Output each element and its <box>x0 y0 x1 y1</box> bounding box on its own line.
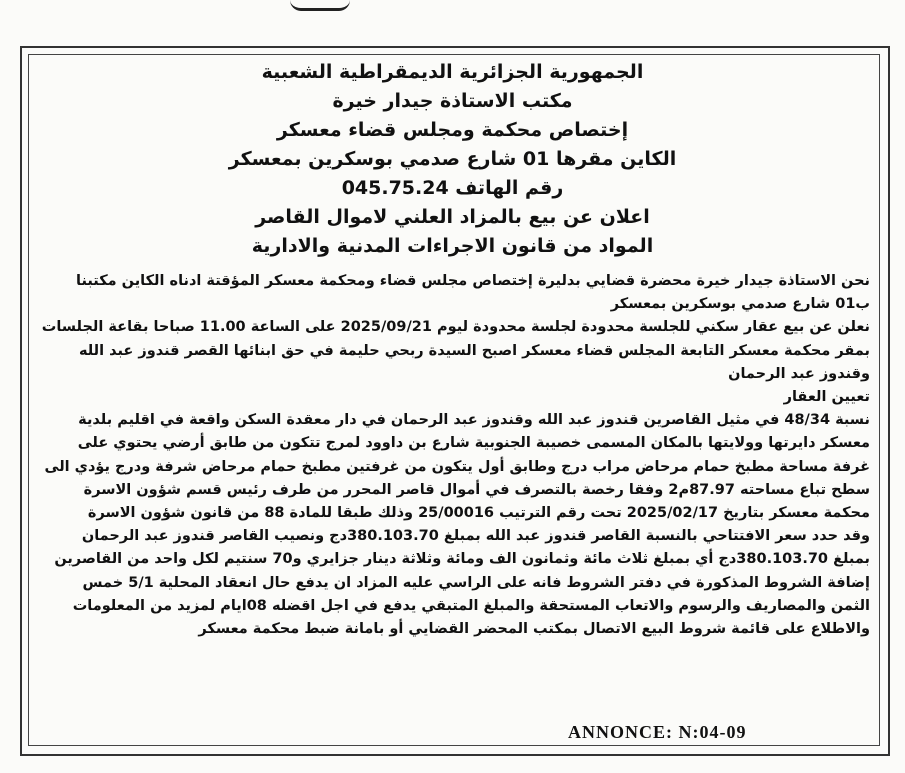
price-and-conditions: وقد حدد سعر الافتتاحي بالنسبة القاصر قندوز عبد الله بمبلغ 380.103.70دج ونصيب القاصر قندوز عبد الرحمان بمبلغ 380.103.70دج أي بمبلغ ثلاث مائة وثمانون الف ومائة وثلاثة دينار جزايري و70 سنتيم لكل واحد من القاصرين إضافة الشروط المذكورة في دفتر الشروط فانه على الراسي عليه المزاد ان يدفع حال انعقاد المحلية 5/1 خمس الثمن والمصاريف والرسوم والاتعاب المستحقة والمبلغ المتبقي يدفع في اجل اقضله 08ايام لمزيد من المعلومات والاطلاع على قائمة شروط البيع الاتصال بمكتب المحضر القضايي أو بامانة ضبط محكمة معسكر <box>54 528 870 638</box>
legal-articles: المواد من قانون الاجراءات المدنية والادارية <box>251 235 654 257</box>
office-name: مكتب الاستاذة جيدار خيرة <box>332 90 573 112</box>
annonce-number: ANNONCE: N:04-09 <box>568 722 747 742</box>
republic-title: الجمهورية الجزائرية الديمقراطية الشعبية <box>261 61 644 83</box>
clipping-edge <box>290 0 350 11</box>
notice-header <box>40 58 865 261</box>
office-address: الكاين مقرها 01 شارع صدمي بوسكرين بمعسكر <box>228 148 677 170</box>
sale-announcement: نعلن عن بيع عقار سكني للجلسة محدودة لجلسة محدودة ليوم 2025/09/21 على الساعة 11.00 صباحا بقاعة الجلسات بمقر محكمة معسكر التابعة المجلس قضاء معسكر اصبح السيدة ربحي حليمة في حق ابنائها القصر قندوز عبد الله وقندوز عبد الرحمان <box>41 319 870 382</box>
phone-number: رقم الهاتف 045.75.24 <box>341 177 564 199</box>
property-description: نسبة 48/34 في مثيل القاصرين قندوز عبد الله وقندوز عبد الرحمان في دار معقدة السكن واقعة في اقليم بلدية معسكر دايرتها وولايتها بالمكان المسمى خصيبة الجنوبية شارع بن داوود لمرج تتكون من طابق أرضي يحتوي على غرفة مساحة مطبخ حمام مرحاض مراب درج وطابق أول يتكون من غرفتين مطبخ حمام مرحاض شرفة ودرج يؤدي الى سطح تباع مساحته 87.97م2 وفقا رخصة بالتصرف في أموال قاصر المحرر من طرف رئيس قسم شؤون الاسرة محكمة معسكر بتاريخ 2025/02/17 تحت رقم الترتيب 25/00016 وذلك طبقا للمادة 88 من قانون شؤون الاسرة <box>44 412 870 522</box>
jurisdiction: إختصاص محكمة ومجلس قضاء معسكر <box>276 119 629 141</box>
notice-body <box>40 270 870 641</box>
notice-title: اعلان عن بيع بالمزاد العلني لاموال القاصر <box>255 206 650 228</box>
property-heading: تعيين العقار <box>783 389 870 406</box>
bailiff-intro: نحن الاستاذة جيدار خيرة محضرة قضايي بدليرة إختصاص مجلس قضاء ومحكمة معسكر المؤقتة ادناه الكاين مكتبنا ب01 شارع صدمي بوسكرين بمعسكر <box>76 273 870 313</box>
